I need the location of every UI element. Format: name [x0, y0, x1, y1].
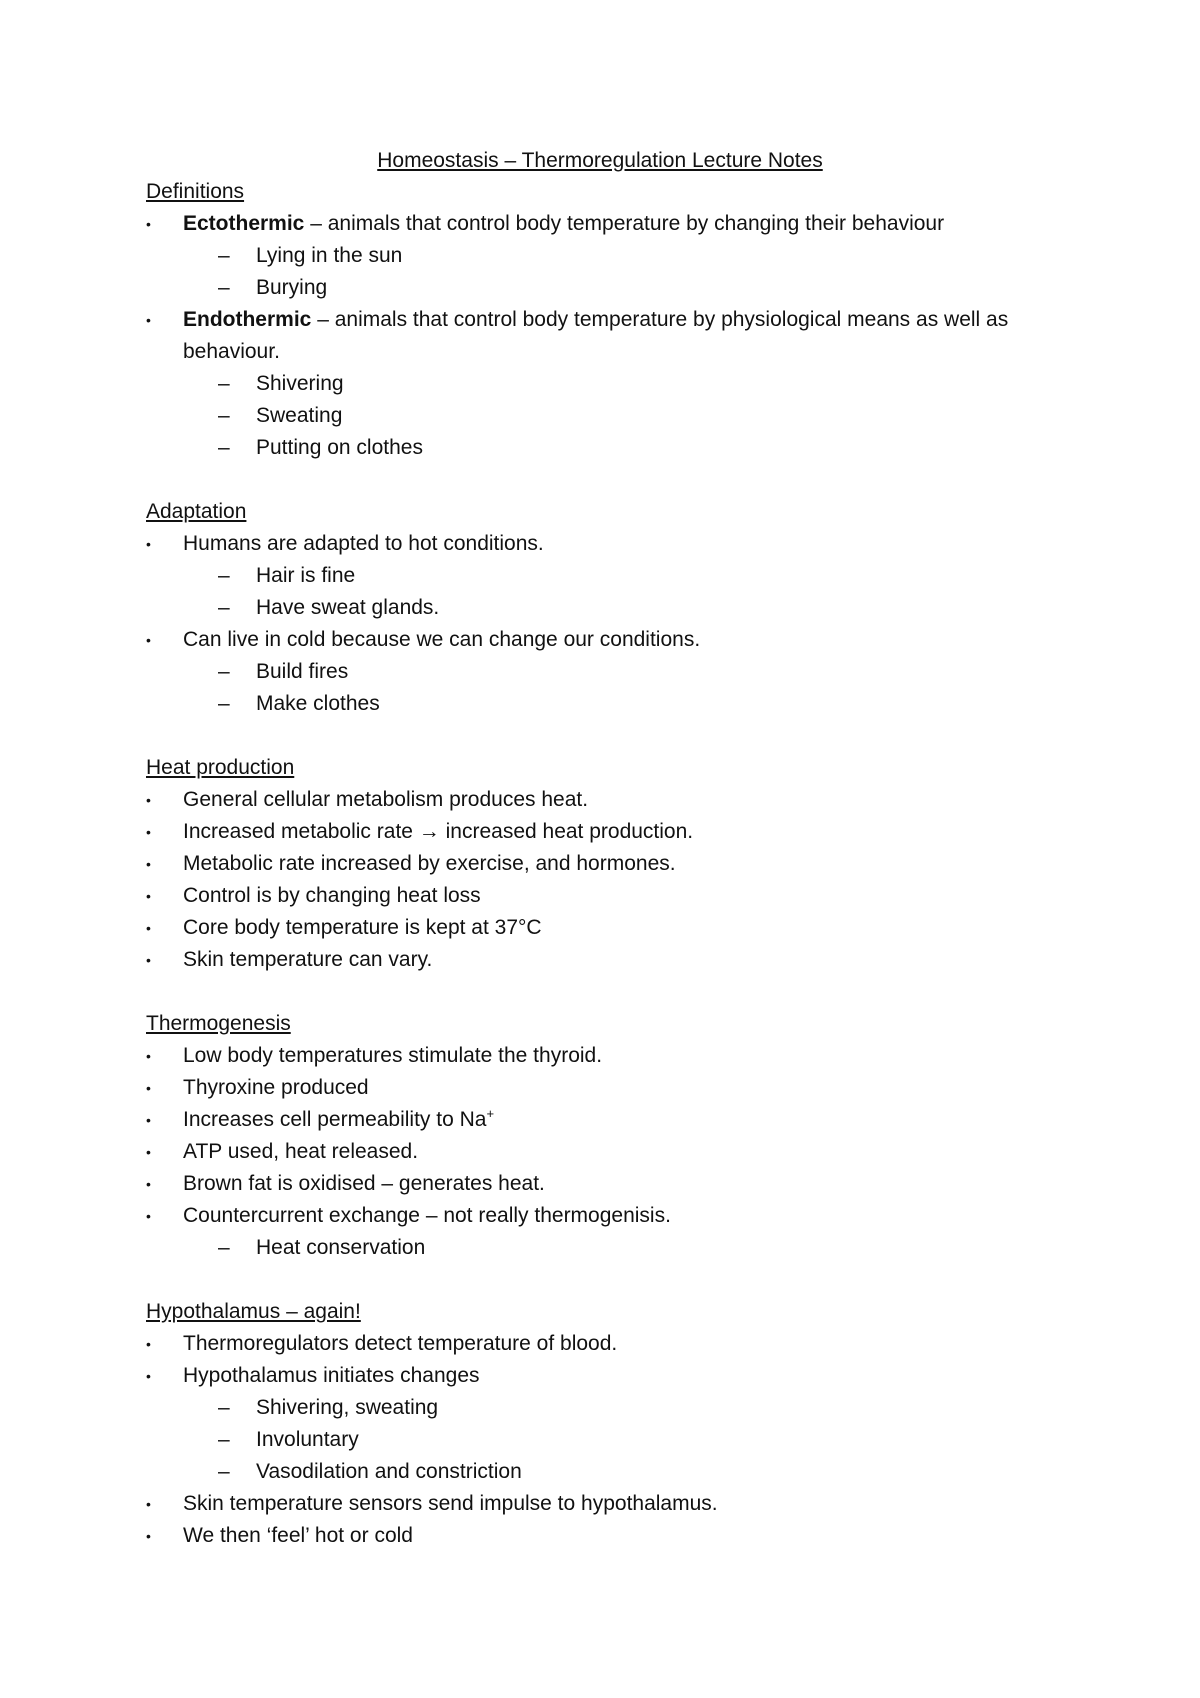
bullet-icon: •	[146, 1176, 151, 1192]
bullet-icon: •	[146, 1336, 151, 1352]
section-heading: Heat production	[146, 756, 295, 779]
text-segment: Brown fat is oxidised – generates heat.	[183, 1172, 545, 1195]
bullet-icon: •	[146, 1048, 151, 1064]
dash-icon: –	[218, 404, 230, 427]
sub-item	[146, 240, 1086, 272]
section-0	[146, 176, 1086, 464]
term-label: Endothermic	[183, 308, 312, 331]
sub-item-text: Lying in the sun	[256, 244, 403, 267]
bullet-item	[146, 816, 1086, 848]
bullet-item	[146, 1328, 1086, 1360]
bullet-text	[183, 532, 544, 555]
sub-item	[146, 1456, 1086, 1488]
dash-icon: –	[218, 436, 230, 459]
text-segment: Can live in cold because we can change our conditions.	[183, 628, 701, 651]
bullet-text	[183, 1492, 718, 1515]
section-heading: Thermogenesis	[146, 1012, 291, 1035]
bullet-icon: •	[146, 824, 151, 840]
sub-item	[146, 592, 1086, 624]
bullet-icon: •	[146, 216, 151, 232]
bullet-item	[146, 880, 1086, 912]
text-segment: Core body temperature is kept at 37°C	[183, 916, 542, 939]
dash-icon: –	[218, 692, 230, 715]
bullet-item	[146, 1520, 1086, 1552]
arrow-icon: →	[418, 820, 440, 843]
bullet-text	[183, 916, 542, 939]
bullet-text	[183, 1076, 369, 1099]
bullet-item	[146, 528, 1086, 560]
bullet-item	[146, 912, 1086, 944]
text-segment: Increases cell permeability to Na	[183, 1108, 487, 1131]
sub-item-text: Vasodilation and constriction	[256, 1460, 522, 1483]
section-4	[146, 1296, 1086, 1552]
bullet-item	[146, 1360, 1086, 1392]
text-segment: Countercurrent exchange – not really thermogenisis.	[183, 1204, 671, 1227]
bullet-text	[183, 1108, 494, 1131]
text-segment: Skin temperature can vary.	[183, 948, 433, 971]
sub-item-text: Sweating	[256, 404, 343, 427]
bullet-item	[146, 624, 1086, 656]
sub-item	[146, 432, 1086, 464]
document-body	[146, 176, 1086, 1552]
section-2	[146, 752, 1086, 976]
dash-icon: –	[218, 1236, 230, 1259]
sub-item-text: Putting on clothes	[256, 436, 423, 459]
bullet-text	[183, 884, 481, 907]
sub-item-text: Hair is fine	[256, 564, 356, 587]
bullet-text	[183, 948, 432, 971]
sub-item-text: Heat conservation	[256, 1236, 426, 1259]
bullet-icon: •	[146, 1368, 151, 1384]
bullet-icon: •	[146, 888, 151, 904]
dash-icon: –	[218, 660, 230, 683]
bullet-item	[146, 944, 1086, 976]
dash-icon: –	[218, 1460, 230, 1483]
document-title: Homeostasis – Thermoregulation Lecture Notes	[377, 149, 823, 172]
bullet-text	[183, 1172, 545, 1195]
text-segment: Humans are adapted to hot conditions.	[183, 532, 544, 555]
bullet-icon: •	[146, 920, 151, 936]
section-heading: Hypothalamus – again!	[146, 1300, 361, 1323]
sub-item	[146, 688, 1086, 720]
bullet-text	[183, 1044, 602, 1067]
bullet-icon: •	[146, 312, 151, 328]
dash-icon: –	[218, 596, 230, 619]
sub-item	[146, 1424, 1086, 1456]
bullet-item	[146, 1104, 1086, 1136]
sub-item	[146, 272, 1086, 304]
text-segment: Increased metabolic rate	[183, 820, 419, 843]
bullet-item	[146, 1488, 1086, 1520]
sub-item	[146, 1232, 1086, 1264]
bullet-item	[146, 1136, 1086, 1168]
sub-item	[146, 1392, 1086, 1424]
dash-icon: –	[218, 564, 230, 587]
text-segment: increased heat production.	[439, 820, 694, 843]
text-segment: ATP used, heat released.	[183, 1140, 419, 1163]
text-segment: Low body temperatures stimulate the thyroid.	[183, 1044, 603, 1067]
bullet-item	[146, 784, 1086, 816]
text-segment: Thermoregulators detect temperature of blood.	[183, 1332, 618, 1355]
sub-item-text: Shivering, sweating	[256, 1396, 439, 1419]
text-segment: Thyroxine produced	[183, 1076, 369, 1099]
sub-item	[146, 656, 1086, 688]
dash-icon: –	[218, 276, 230, 299]
bullet-text	[183, 852, 676, 875]
bullet-icon: •	[146, 632, 151, 648]
sub-item	[146, 400, 1086, 432]
text-segment: – animals that control body temperature by changing their behaviour	[304, 212, 945, 235]
dash-icon: –	[218, 244, 230, 267]
term-label: Ectothermic	[183, 212, 305, 235]
text-segment: Skin temperature sensors send impulse to hypothalamus.	[183, 1492, 718, 1515]
bullet-text	[183, 1332, 617, 1355]
section-heading: Adaptation	[146, 500, 247, 523]
bullet-item	[146, 1168, 1086, 1200]
bullet-text	[183, 1204, 671, 1227]
bullet-item	[146, 1040, 1086, 1072]
bullet-text	[183, 1140, 418, 1163]
sub-item-text: Have sweat glands.	[256, 596, 440, 619]
sub-item-text: Build fires	[256, 660, 349, 683]
text-segment: Control is by changing heat loss	[183, 884, 481, 907]
text-segment: – animals that control body temperature by physiological means as well as behaviour.	[183, 308, 1009, 363]
bullet-item	[146, 1200, 1086, 1232]
bullet-icon: •	[146, 792, 151, 808]
bullet-icon: •	[146, 856, 151, 872]
section-heading: Definitions	[146, 180, 245, 203]
text-segment: We then ‘feel’ hot or cold	[183, 1524, 413, 1547]
bullet-item	[146, 208, 1086, 240]
sub-item-text: Make clothes	[256, 692, 380, 715]
bullet-text	[183, 1364, 480, 1387]
sub-item-text: Shivering	[256, 372, 344, 395]
superscript: +	[486, 1106, 495, 1121]
bullet-icon: •	[146, 1144, 151, 1160]
bullet-text	[183, 820, 693, 843]
bullet-icon: •	[146, 1208, 151, 1224]
bullet-icon: •	[146, 1112, 151, 1128]
bullet-text	[183, 308, 1008, 363]
sub-item-text: Burying	[256, 276, 328, 299]
dash-icon: –	[218, 372, 230, 395]
bullet-icon: •	[146, 536, 151, 552]
bullet-icon: •	[146, 1528, 151, 1544]
sub-item	[146, 560, 1086, 592]
bullet-text	[183, 1524, 413, 1547]
text-segment: Metabolic rate increased by exercise, and hormones.	[183, 852, 676, 875]
bullet-text	[183, 628, 700, 651]
dash-icon: –	[218, 1396, 230, 1419]
bullet-text	[183, 212, 944, 235]
sub-item	[146, 368, 1086, 400]
bullet-icon: •	[146, 1496, 151, 1512]
bullet-item	[146, 1072, 1086, 1104]
bullet-item	[146, 848, 1086, 880]
bullet-icon: •	[146, 1080, 151, 1096]
dash-icon: –	[218, 1428, 230, 1451]
sub-item-text: Involuntary	[256, 1428, 359, 1451]
section-3	[146, 1008, 1086, 1264]
section-1	[146, 496, 1086, 720]
bullet-text	[183, 788, 588, 811]
text-segment: Hypothalamus initiates changes	[183, 1364, 480, 1387]
bullet-icon: •	[146, 952, 151, 968]
text-segment: General cellular metabolism produces heat.	[183, 788, 589, 811]
bullet-item	[146, 304, 1086, 368]
